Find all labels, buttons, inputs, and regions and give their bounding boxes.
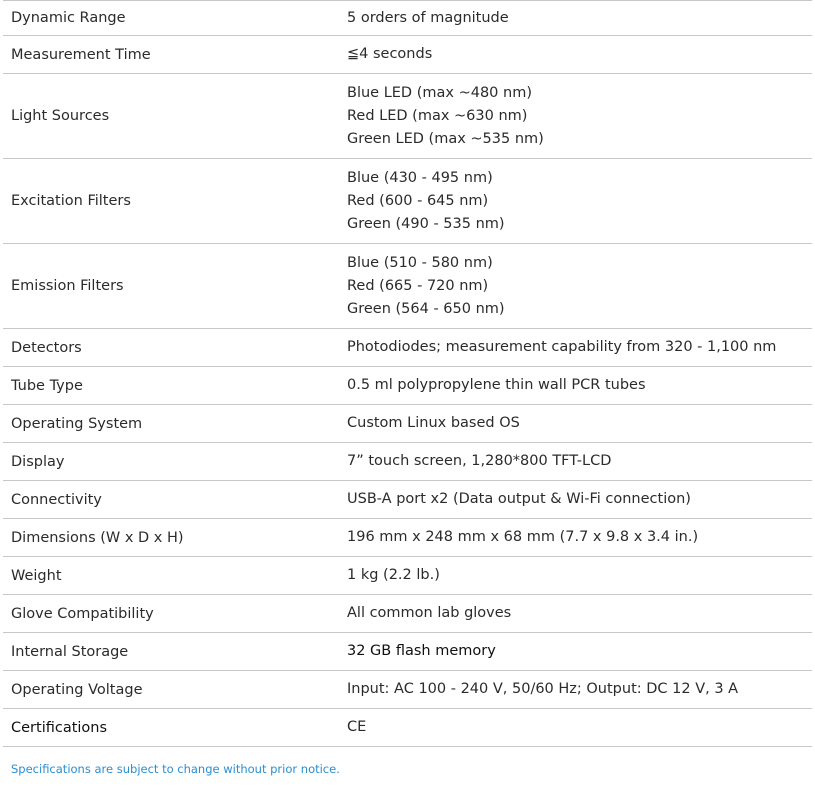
spec-value xyxy=(347,244,812,329)
spec-row-operating-system xyxy=(3,405,812,443)
spec-row-dimensions xyxy=(3,519,812,557)
spec-value-line: 32 GB flash memory xyxy=(347,643,496,659)
spec-value-line: Custom Linux based OS xyxy=(347,415,520,431)
spec-label: Detectors xyxy=(3,329,347,367)
spec-row-excitation-filters xyxy=(3,159,812,244)
spec-value-line: 196 mm x 248 mm x 68 mm (7.7 x 9.8 x 3.4 in.) xyxy=(347,529,699,545)
spec-row-display xyxy=(3,443,812,481)
spec-value-line: All common lab gloves xyxy=(347,605,512,621)
spec-label: Emission Filters xyxy=(3,244,347,329)
spec-row-light-sources xyxy=(3,74,812,159)
spec-value-line: 0.5 ml polypropylene thin wall PCR tubes xyxy=(347,377,646,393)
spec-row-internal-storage xyxy=(3,633,812,671)
spec-label: Display xyxy=(3,443,347,481)
spec-value-line: Red (600 - 645 nm) xyxy=(347,192,489,209)
spec-value xyxy=(347,1,812,36)
spec-label: Tube Type xyxy=(3,367,347,405)
spec-value xyxy=(347,519,812,557)
spec-value xyxy=(347,633,812,671)
spec-value-line: 5 orders of magnitude xyxy=(347,9,509,26)
spec-row-certifications xyxy=(3,709,812,747)
spec-value xyxy=(347,557,812,595)
spec-value xyxy=(347,443,812,481)
spec-value xyxy=(347,405,812,443)
spec-row-detectors xyxy=(3,329,812,367)
spec-value-line: Red LED (max ~630 nm) xyxy=(347,107,528,124)
spec-value xyxy=(347,36,812,74)
spec-value xyxy=(347,159,812,244)
spec-label: Measurement Time xyxy=(3,36,347,74)
spec-row-measurement-time xyxy=(3,36,812,74)
spec-row-tube-type xyxy=(3,367,812,405)
spec-value-line: Green LED (max ~535 nm) xyxy=(347,130,544,147)
specifications-notice: Specifications are subject to change without prior notice. xyxy=(11,762,340,776)
spec-row-operating-voltage xyxy=(3,671,812,709)
spec-value-line: Blue LED (max ~480 nm) xyxy=(347,84,532,101)
spec-row-emission-filters xyxy=(3,244,812,329)
spec-value-line: Input: AC 100 - 240 V, 50/60 Hz; Output: DC 12 V, 3 A xyxy=(347,681,739,697)
spec-label: Glove Compatibility xyxy=(3,595,347,633)
spec-value-line: 7” touch screen, 1,280*800 TFT-LCD xyxy=(347,453,612,469)
spec-value-line: Red (665 - 720 nm) xyxy=(347,277,489,294)
spec-label: Connectivity xyxy=(3,481,347,519)
spec-value xyxy=(347,74,812,159)
spec-value-line: Green (490 - 535 nm) xyxy=(347,215,505,232)
spec-row-weight xyxy=(3,557,812,595)
spec-value-line: USB-A port x2 (Data output & Wi-Fi connection) xyxy=(347,491,691,507)
spec-value-line: Blue (430 - 495 nm) xyxy=(347,169,493,186)
spec-value xyxy=(347,481,812,519)
spec-row-connectivity xyxy=(3,481,812,519)
spec-label: Dynamic Range xyxy=(3,1,347,36)
spec-value xyxy=(347,329,812,367)
spec-value xyxy=(347,367,812,405)
spec-label: Weight xyxy=(3,557,347,595)
spec-value-line: ≦4 seconds xyxy=(347,46,433,62)
spec-label: Operating Voltage xyxy=(3,671,347,709)
spec-label: Excitation Filters xyxy=(3,159,347,244)
spec-value-line: CE xyxy=(347,719,367,735)
spec-label: Certifications xyxy=(3,709,347,747)
spec-label: Operating System xyxy=(3,405,347,443)
spec-value-line: Photodiodes; measurement capability from 320 - 1,100 nm xyxy=(347,339,777,355)
spec-label: Internal Storage xyxy=(3,633,347,671)
spec-label: Dimensions (W x D x H) xyxy=(3,519,347,557)
spec-row-dynamic-range xyxy=(3,1,812,36)
spec-value-line: 1 kg (2.2 lb.) xyxy=(347,567,440,583)
spec-value xyxy=(347,709,812,747)
spec-value xyxy=(347,595,812,633)
spec-label: Light Sources xyxy=(3,74,347,159)
spec-row-glove-compatibility xyxy=(3,595,812,633)
spec-value-line: Green (564 - 650 nm) xyxy=(347,300,505,317)
specifications-table xyxy=(3,0,812,747)
spec-value-line: Blue (510 - 580 nm) xyxy=(347,254,493,271)
spec-value xyxy=(347,671,812,709)
